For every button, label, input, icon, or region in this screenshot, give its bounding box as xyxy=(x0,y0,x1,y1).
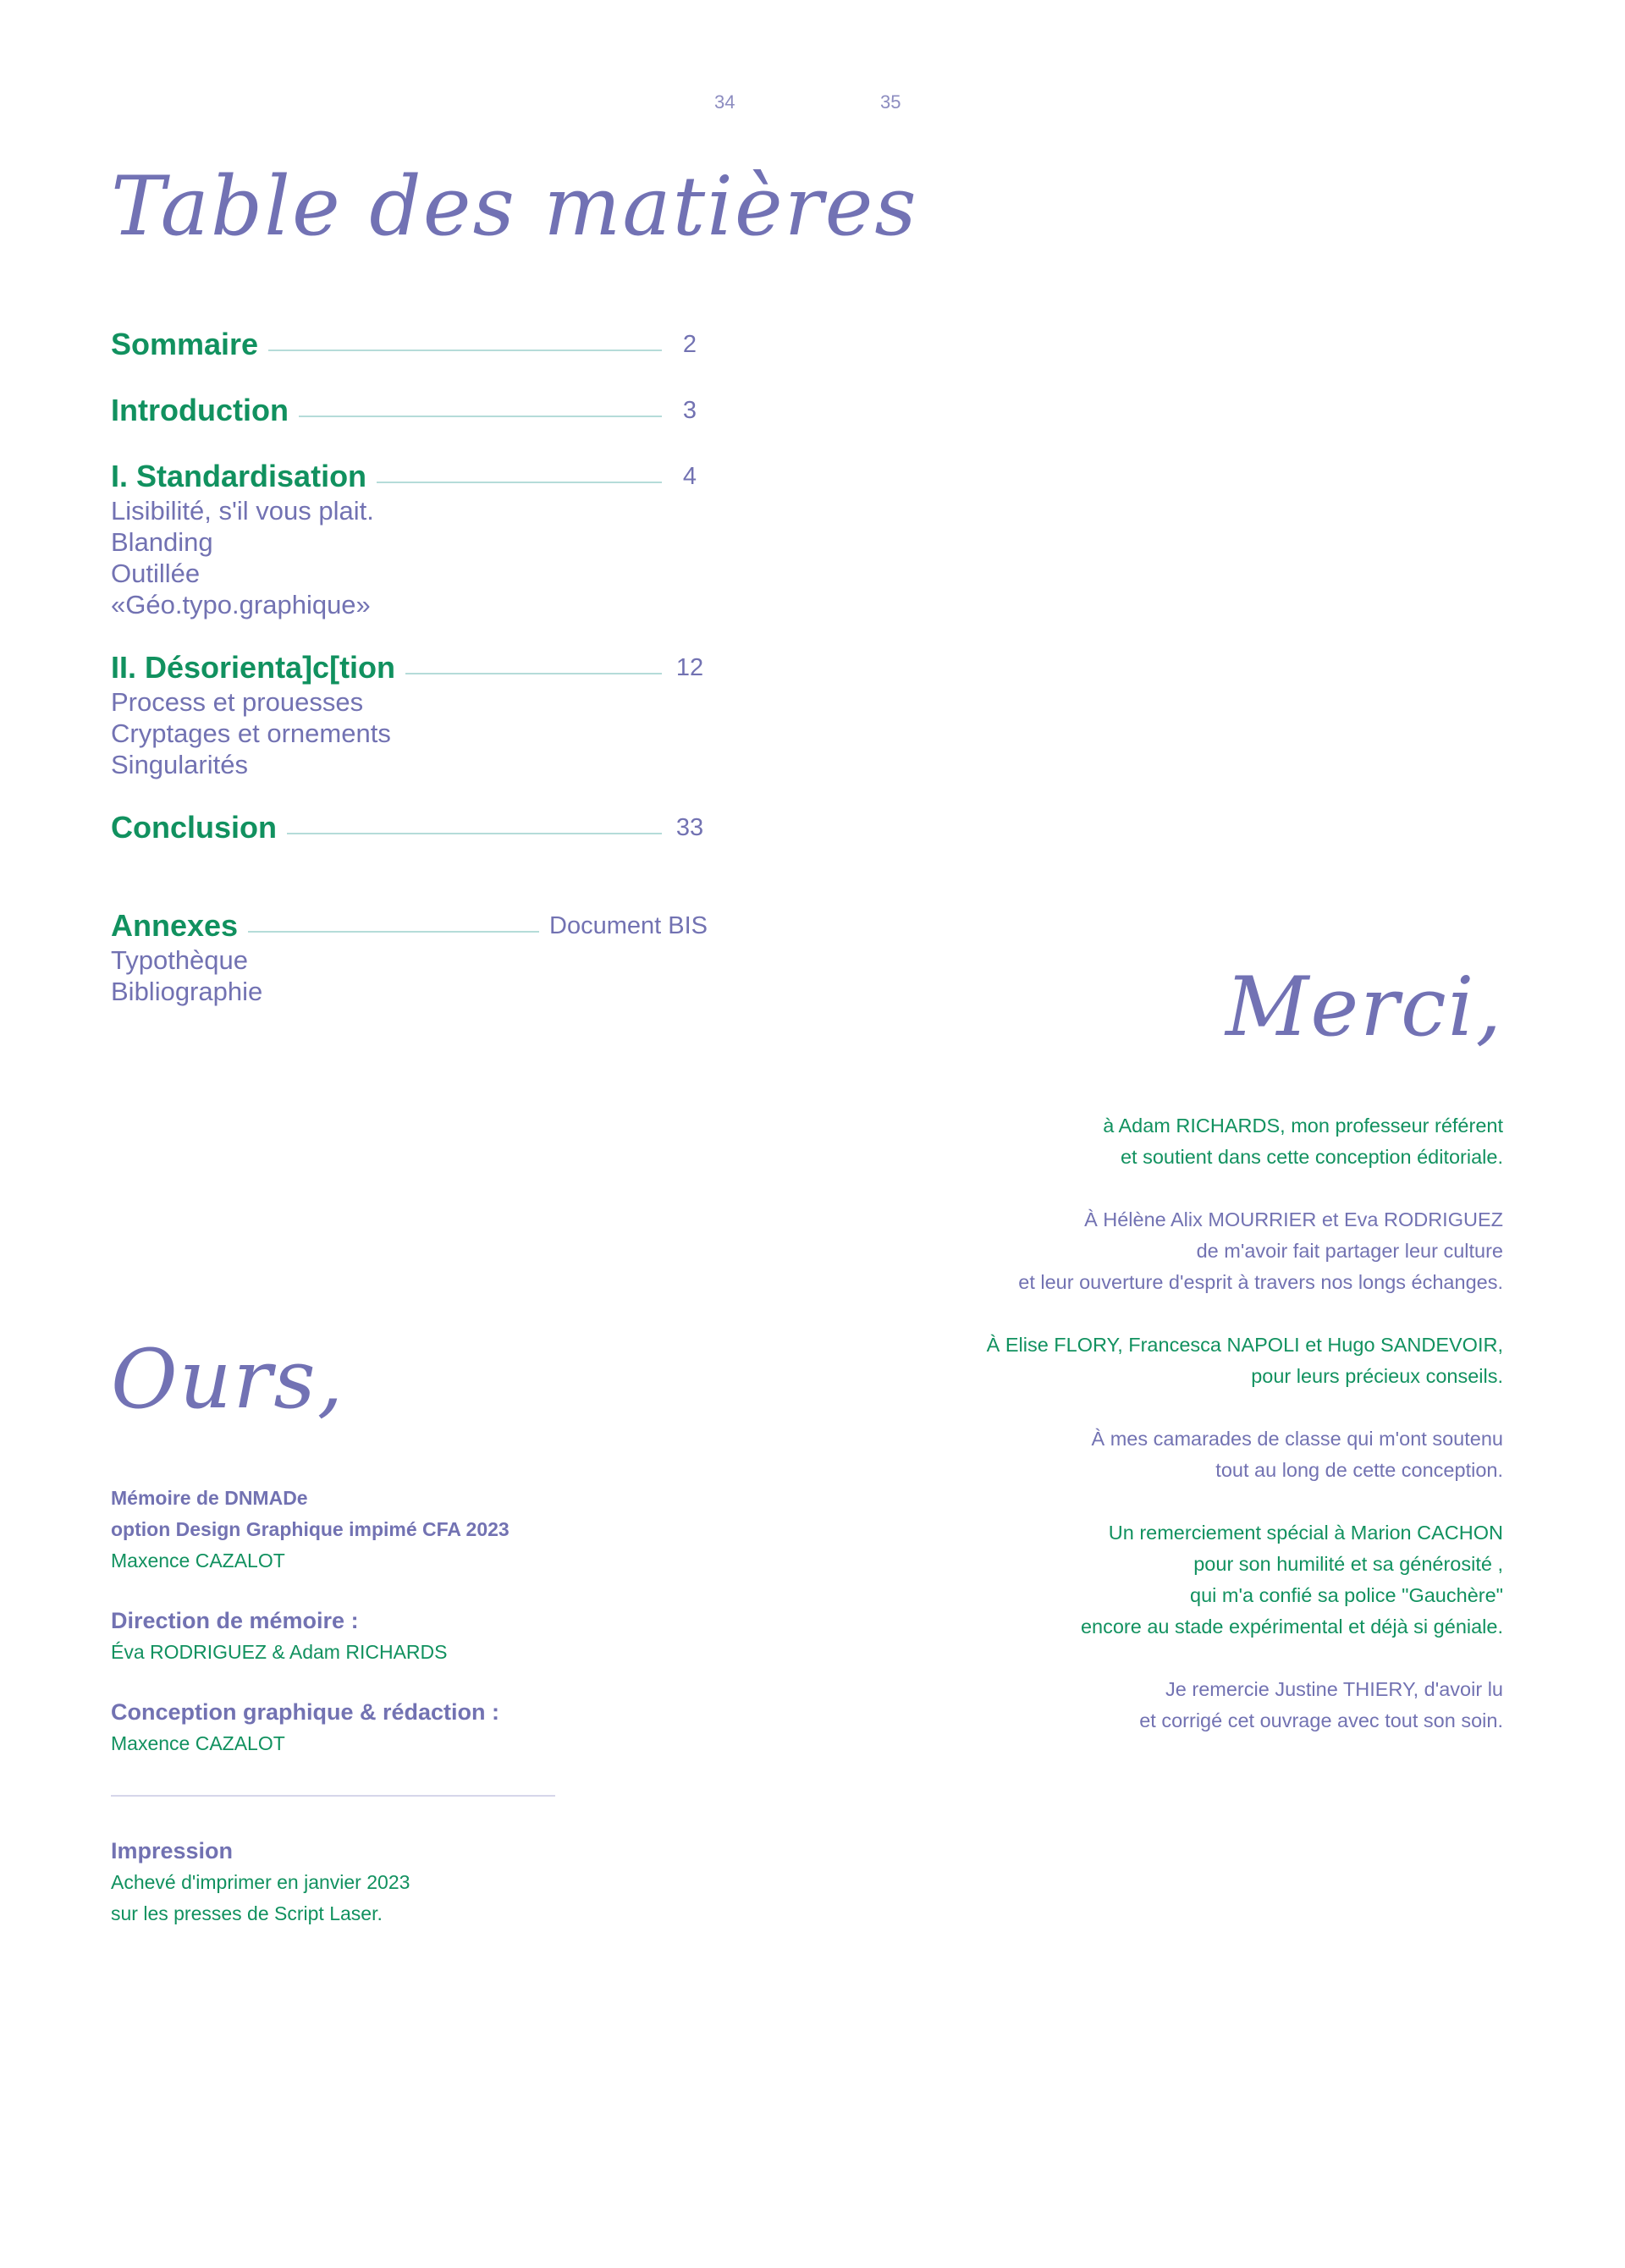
toc-entry-conclusion[interactable] xyxy=(111,809,708,846)
acknowledgement-paragraph xyxy=(741,1517,1503,1643)
toc-entry-desorientaction[interactable] xyxy=(111,649,708,780)
acknowledgement-line: et soutient dans cette conception éditoriale. xyxy=(1120,1146,1503,1168)
toc-subentry[interactable]: Typothèque xyxy=(111,945,249,975)
toc-entry-standardisation[interactable] xyxy=(111,458,708,620)
merci-title: Merci, xyxy=(1226,960,1503,1054)
toc-entry-title: Introduction xyxy=(111,393,289,427)
direction-label: Direction de mémoire : xyxy=(111,1608,359,1633)
toc-entry-title: Annexes xyxy=(111,908,239,943)
divider xyxy=(111,1795,555,1797)
toc-subentry[interactable]: Lisibilité, s'il vous plait. xyxy=(111,496,374,526)
memoire-option: option Design Graphique impimé CFA 2023 xyxy=(111,1518,510,1540)
acknowledgement-line: À Hélène Alix MOURRIER et Eva RODRIGUEZ xyxy=(1084,1208,1503,1230)
toc-subentry[interactable]: Blanding xyxy=(111,527,213,557)
acknowledgement-line: À Elise FLORY, Francesca NAPOLI et Hugo SANDEVOIR, xyxy=(986,1334,1503,1356)
toc-subentry[interactable]: Cryptages et ornements xyxy=(111,718,391,748)
direction-value: Éva RODRIGUEZ & Adam RICHARDS xyxy=(111,1641,448,1663)
toc-entry-title: Sommaire xyxy=(111,327,259,361)
acknowledgement-paragraph xyxy=(741,1110,1503,1173)
dotted-leader xyxy=(287,833,662,834)
acknowledgement-line: tout au long de cette conception. xyxy=(1215,1459,1503,1481)
dotted-leader xyxy=(248,931,539,933)
impression-label: Impression xyxy=(111,1838,234,1863)
acknowledgement-line: pour leurs précieux conseils. xyxy=(1251,1365,1503,1387)
impression-line: Achevé d'imprimer en janvier 2023 xyxy=(111,1871,410,1893)
dotted-leader xyxy=(377,482,662,483)
dotted-leader xyxy=(299,416,662,417)
dotted-leader xyxy=(405,673,662,674)
acknowledgement-line: de m'avoir fait partager leur culture xyxy=(1196,1240,1503,1262)
toc-title: Table des matières xyxy=(111,159,918,254)
ours-title: Ours, xyxy=(111,1332,345,1427)
toc-entry-page: 3 xyxy=(682,396,697,424)
credits xyxy=(111,1483,568,1958)
memoire-line: Mémoire de DNMADe xyxy=(111,1487,308,1509)
acknowledgement-paragraph xyxy=(741,1329,1503,1392)
toc-subentry[interactable]: Outillée xyxy=(111,559,201,588)
acknowledgement-line: et leur ouverture d'esprit à travers nos longs échanges. xyxy=(1018,1271,1503,1293)
table-of-contents xyxy=(111,326,708,1036)
toc-entry-annexes[interactable] xyxy=(111,907,708,1007)
acknowledgements xyxy=(741,1110,1503,1768)
toc-entry-page: 33 xyxy=(675,813,704,841)
toc-subentry[interactable]: Singularités xyxy=(111,750,248,779)
acknowledgement-line: qui m'a confié sa police "Gauchère" xyxy=(1190,1584,1503,1606)
toc-entry-title: Conclusion xyxy=(111,810,277,845)
dotted-leader xyxy=(268,350,662,351)
conception-value: Maxence CAZALOT xyxy=(111,1732,285,1754)
toc-entry-title: II. Désorienta]c[tion xyxy=(111,650,396,685)
toc-entry-page: 2 xyxy=(682,330,697,358)
conception-block xyxy=(111,1697,568,1759)
toc-entry-page: 4 xyxy=(682,462,697,490)
acknowledgement-line: et corrigé cet ouvrage avec tout son soin. xyxy=(1139,1709,1503,1731)
acknowledgement-line: À mes camarades de classe qui m'ont soutenu xyxy=(1091,1428,1503,1450)
memoire-block xyxy=(111,1483,568,1577)
page-number-right: 35 xyxy=(880,91,901,113)
acknowledgement-line: pour son humilité et sa générosité , xyxy=(1193,1553,1503,1575)
conception-label: Conception graphique & rédaction : xyxy=(111,1699,500,1725)
toc-entry-page: 12 xyxy=(675,653,704,681)
acknowledgement-line: Un remerciement spécial à Marion CACHON xyxy=(1108,1522,1503,1544)
direction-block xyxy=(111,1605,568,1668)
acknowledgement-paragraph xyxy=(741,1204,1503,1298)
toc-subentry[interactable]: Bibliographie xyxy=(111,977,263,1006)
page-number-left: 34 xyxy=(714,91,735,113)
toc-entry-title: I. Standardisation xyxy=(111,459,367,493)
acknowledgement-paragraph xyxy=(741,1423,1503,1486)
toc-entry-introduction[interactable] xyxy=(111,392,708,429)
toc-subentry[interactable]: Process et prouesses xyxy=(111,687,364,717)
acknowledgement-paragraph xyxy=(741,1674,1503,1737)
impression-block xyxy=(111,1836,568,1929)
memoire-author: Maxence CAZALOT xyxy=(111,1550,285,1572)
impression-line: sur les presses de Script Laser. xyxy=(111,1902,383,1924)
toc-subentry[interactable]: «Géo.typo.graphique» xyxy=(111,590,371,619)
toc-entry-page: Document BIS xyxy=(549,911,708,939)
toc-entry-sommaire[interactable] xyxy=(111,326,708,363)
acknowledgement-line: à Adam RICHARDS, mon professeur référent xyxy=(1103,1115,1503,1137)
acknowledgement-line: Je remercie Justine THIERY, d'avoir lu xyxy=(1165,1678,1503,1700)
acknowledgement-line: encore au stade expérimental et déjà si géniale. xyxy=(1080,1616,1503,1638)
